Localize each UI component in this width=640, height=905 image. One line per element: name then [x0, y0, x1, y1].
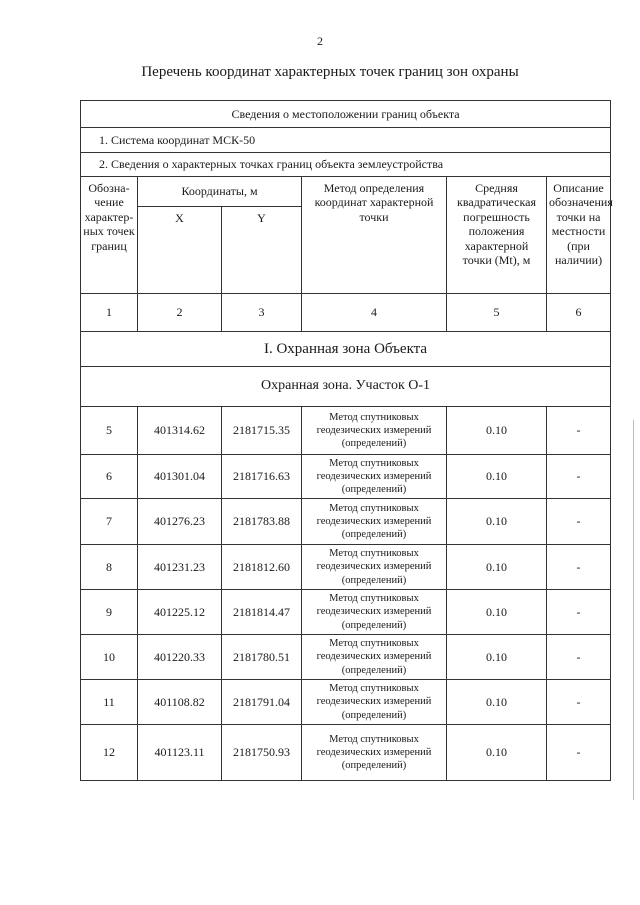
x-coordinate: 401108.82	[138, 680, 222, 725]
y-coordinate: 2181783.88	[222, 499, 302, 545]
table-row	[81, 545, 611, 590]
x-coordinate: 401225.12	[138, 590, 222, 635]
section-header-row	[81, 101, 611, 128]
point-number: 7	[81, 499, 138, 545]
col-number: 6	[547, 294, 611, 332]
col-number: 5	[447, 294, 547, 332]
point-description: -	[547, 407, 611, 455]
zone-subtitle-row	[81, 367, 611, 407]
data-rows	[81, 407, 611, 781]
y-coordinate: 2181812.60	[222, 545, 302, 590]
point-description: -	[547, 725, 611, 781]
col-header-method: Метод определения координат характерной точки	[302, 177, 447, 294]
coord-system: 1. Система координат МСК-50	[81, 128, 611, 153]
coord-system-row	[81, 128, 611, 153]
mt-error: 0.10	[447, 499, 547, 545]
mt-error: 0.10	[447, 680, 547, 725]
mt-error: 0.10	[447, 590, 547, 635]
points-info-row	[81, 153, 611, 177]
col-number: 1	[81, 294, 138, 332]
x-coordinate: 401123.11	[138, 725, 222, 781]
y-coordinate: 2181750.93	[222, 725, 302, 781]
col-number: 4	[302, 294, 447, 332]
table-row	[81, 590, 611, 635]
method: Метод спутниковых геодезических измерений (определений)	[302, 545, 447, 590]
method: Метод спутниковых геодезических измерений (определений)	[302, 635, 447, 680]
col-header-designation: Обозна-чение характер-ных точек границ	[81, 177, 138, 294]
point-description: -	[547, 635, 611, 680]
points-info: 2. Сведения о характерных точках границ объекта землеустройства	[81, 153, 611, 177]
point-description: -	[547, 590, 611, 635]
x-coordinate: 401220.33	[138, 635, 222, 680]
method: Метод спутниковых геодезических измерений (определений)	[302, 455, 447, 499]
scan-edge-line	[633, 420, 634, 800]
mt-error: 0.10	[447, 545, 547, 590]
x-coordinate: 401301.04	[138, 455, 222, 499]
point-description: -	[547, 545, 611, 590]
zone-title: I. Охранная зона Объекта	[81, 332, 611, 367]
col-header-error: Средняя квадратическая погрешность положения характерной точки (Mt), м	[447, 177, 547, 294]
table-row	[81, 407, 611, 455]
table-row	[81, 635, 611, 680]
table-row	[81, 455, 611, 499]
y-coordinate: 2181715.35	[222, 407, 302, 455]
point-number: 6	[81, 455, 138, 499]
col-header-y: Y	[222, 207, 302, 294]
point-description: -	[547, 680, 611, 725]
table-row	[81, 725, 611, 781]
x-coordinate: 401314.62	[138, 407, 222, 455]
method: Метод спутниковых геодезических измерений (определений)	[302, 680, 447, 725]
y-coordinate: 2181791.04	[222, 680, 302, 725]
coordinates-table	[80, 100, 611, 781]
mt-error: 0.10	[447, 455, 547, 499]
point-number: 12	[81, 725, 138, 781]
zone-title-row	[81, 332, 611, 367]
point-number: 11	[81, 680, 138, 725]
column-header-row	[81, 177, 611, 207]
mt-error: 0.10	[447, 407, 547, 455]
y-coordinate: 2181814.47	[222, 590, 302, 635]
method: Метод спутниковых геодезических измерений (определений)	[302, 725, 447, 781]
point-number: 10	[81, 635, 138, 680]
point-number: 5	[81, 407, 138, 455]
table-row	[81, 680, 611, 725]
zone-subtitle: Охранная зона. Участок О-1	[81, 367, 611, 407]
y-coordinate: 2181716.63	[222, 455, 302, 499]
table-row	[81, 499, 611, 545]
method: Метод спутниковых геодезических измерений (определений)	[302, 407, 447, 455]
col-header-coords: Координаты, м	[138, 177, 302, 207]
col-header-description: Описание обозначения точки на местности (при наличии)	[547, 177, 611, 294]
coordinates-table-container	[80, 100, 613, 781]
mt-error: 0.10	[447, 635, 547, 680]
x-coordinate: 401231.23	[138, 545, 222, 590]
col-number: 3	[222, 294, 302, 332]
document-title: Перечень координат характерных точек границ зон охраны	[141, 64, 519, 80]
mt-error: 0.10	[447, 725, 547, 781]
point-number: 9	[81, 590, 138, 635]
col-header-x: X	[138, 207, 222, 294]
point-description: -	[547, 499, 611, 545]
method: Метод спутниковых геодезических измерений (определений)	[302, 590, 447, 635]
col-number: 2	[138, 294, 222, 332]
section-header: Сведения о местоположении границ объекта	[81, 101, 611, 128]
page-number: 2	[317, 34, 323, 48]
y-coordinate: 2181780.51	[222, 635, 302, 680]
x-coordinate: 401276.23	[138, 499, 222, 545]
point-description: -	[547, 455, 611, 499]
point-number: 8	[81, 545, 138, 590]
column-number-row	[81, 294, 611, 332]
method: Метод спутниковых геодезических измерений (определений)	[302, 499, 447, 545]
